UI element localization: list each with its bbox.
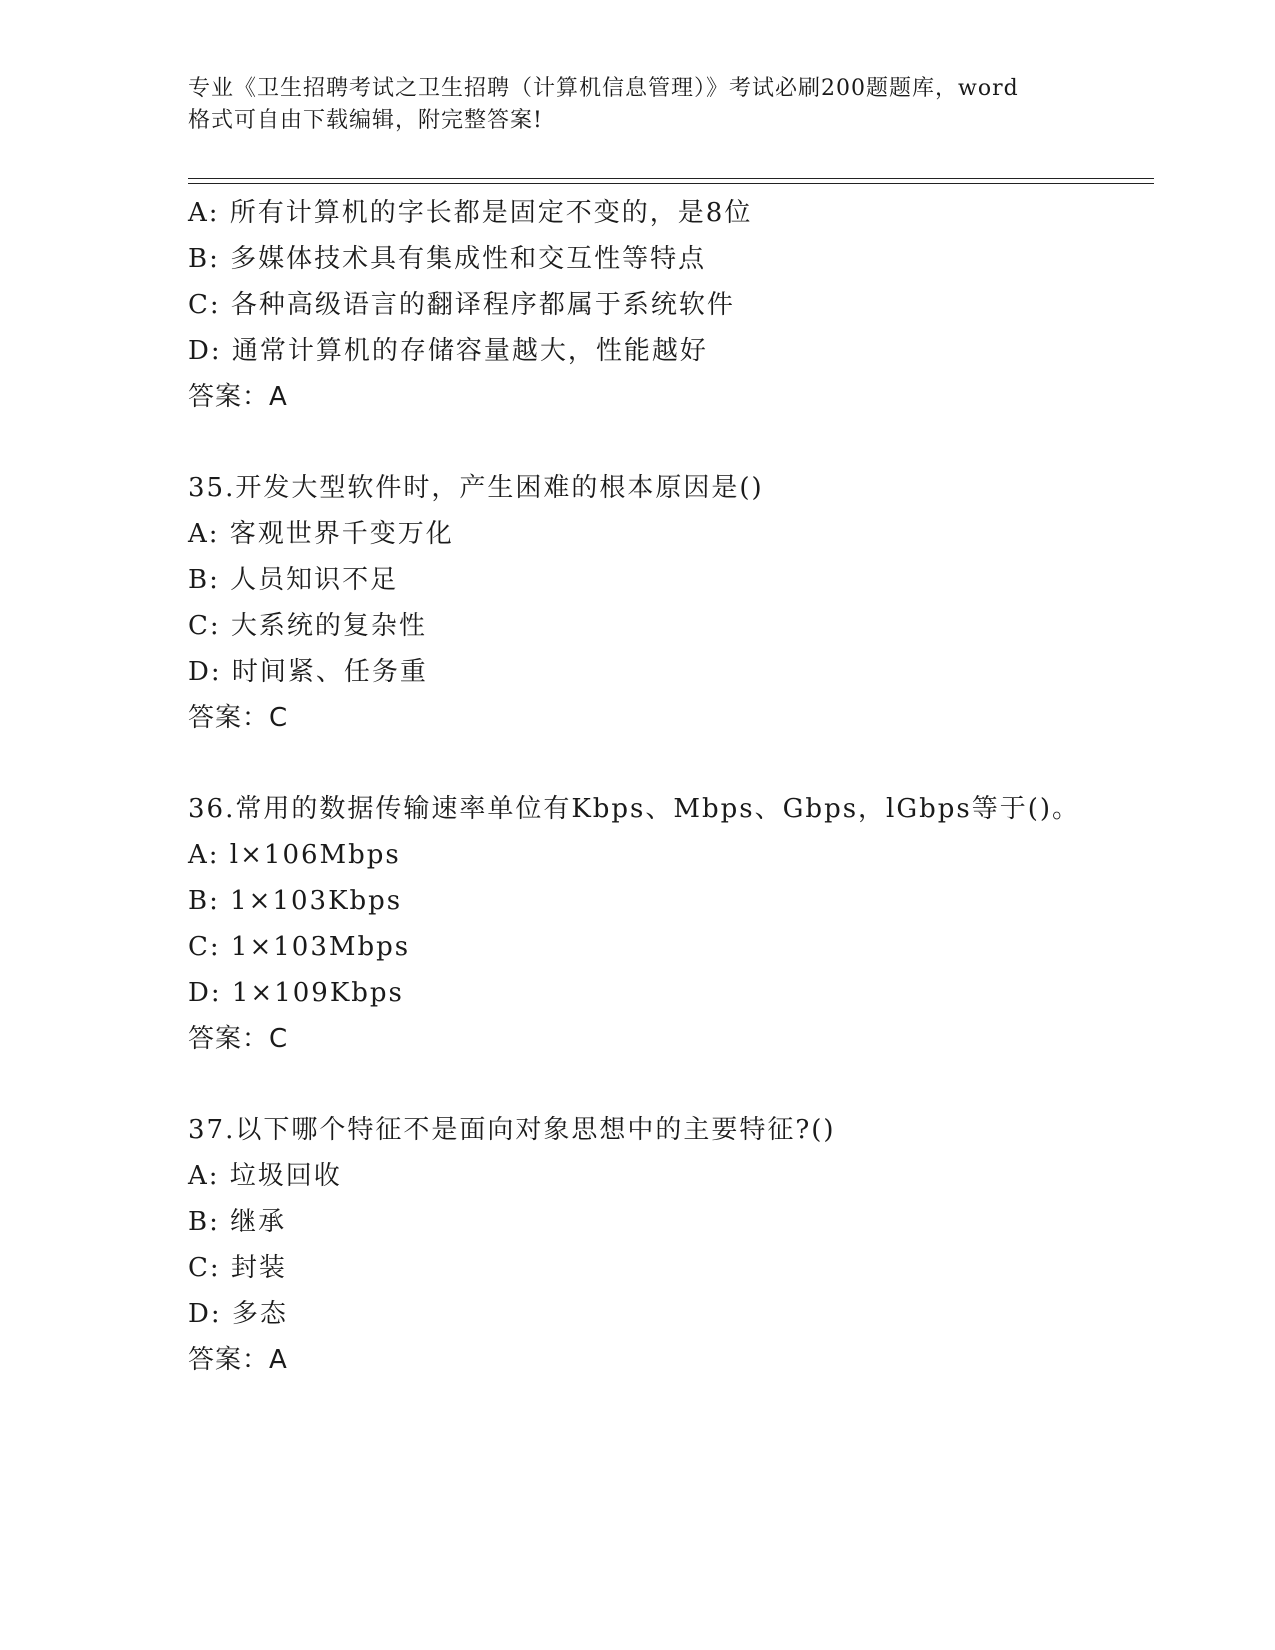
option-a: A: 客观世界千变万化 [188, 519, 454, 549]
option-b: B: 人员知识不足 [188, 565, 399, 595]
question-text: 36.常用的数据传输速率单位有Kbps、Mbps、Gbps，lGbps等于()。 [188, 794, 1081, 824]
answer: 答案：C [188, 703, 289, 733]
option-a: A: l×106Mbps [188, 840, 401, 870]
spacer [188, 420, 1168, 465]
option-d: D: 通常计算机的存储容量越大，性能越好 [188, 336, 708, 366]
question-34 [188, 190, 1168, 420]
option-d: D: 1×109Kbps [188, 978, 404, 1008]
question-list [188, 190, 1168, 1383]
option-a: A: 所有计算机的字长都是固定不变的，是8位 [188, 198, 753, 228]
option-b: B: 多媒体技术具有集成性和交互性等特点 [188, 244, 707, 274]
option-c: C: 1×103Mbps [188, 932, 411, 962]
spacer [188, 1062, 1168, 1107]
question-37 [188, 1107, 1168, 1383]
spacer [188, 741, 1168, 786]
option-c: C: 封装 [188, 1253, 287, 1283]
question-35 [188, 465, 1168, 741]
answer: 答案：A [188, 1345, 288, 1375]
header-divider-bottom [188, 183, 1154, 184]
question-36 [188, 786, 1168, 1062]
option-d: D: 时间紧、任务重 [188, 657, 428, 687]
header-divider-top [188, 178, 1154, 179]
header-line-1: 专业《卫生招聘考试之卫生招聘（计算机信息管理）》考试必刷200题题库，word [188, 76, 1019, 101]
option-a: A: 垃圾回收 [188, 1161, 342, 1191]
header-line-2: 格式可自由下载编辑，附完整答案! [188, 108, 543, 133]
option-b: B: 继承 [188, 1207, 287, 1237]
answer: 答案：C [188, 1024, 289, 1054]
question-text: 37.以下哪个特征不是面向对象思想中的主要特征?() [188, 1115, 836, 1145]
document-header [188, 73, 1088, 137]
option-c: C: 大系统的复杂性 [188, 611, 427, 641]
option-c: C: 各种高级语言的翻译程序都属于系统软件 [188, 290, 735, 320]
answer: 答案：A [188, 382, 288, 412]
question-text: 35.开发大型软件时，产生困难的根本原因是() [188, 473, 764, 503]
option-d: D: 多态 [188, 1299, 288, 1329]
option-b: B: 1×103Kbps [188, 886, 403, 916]
